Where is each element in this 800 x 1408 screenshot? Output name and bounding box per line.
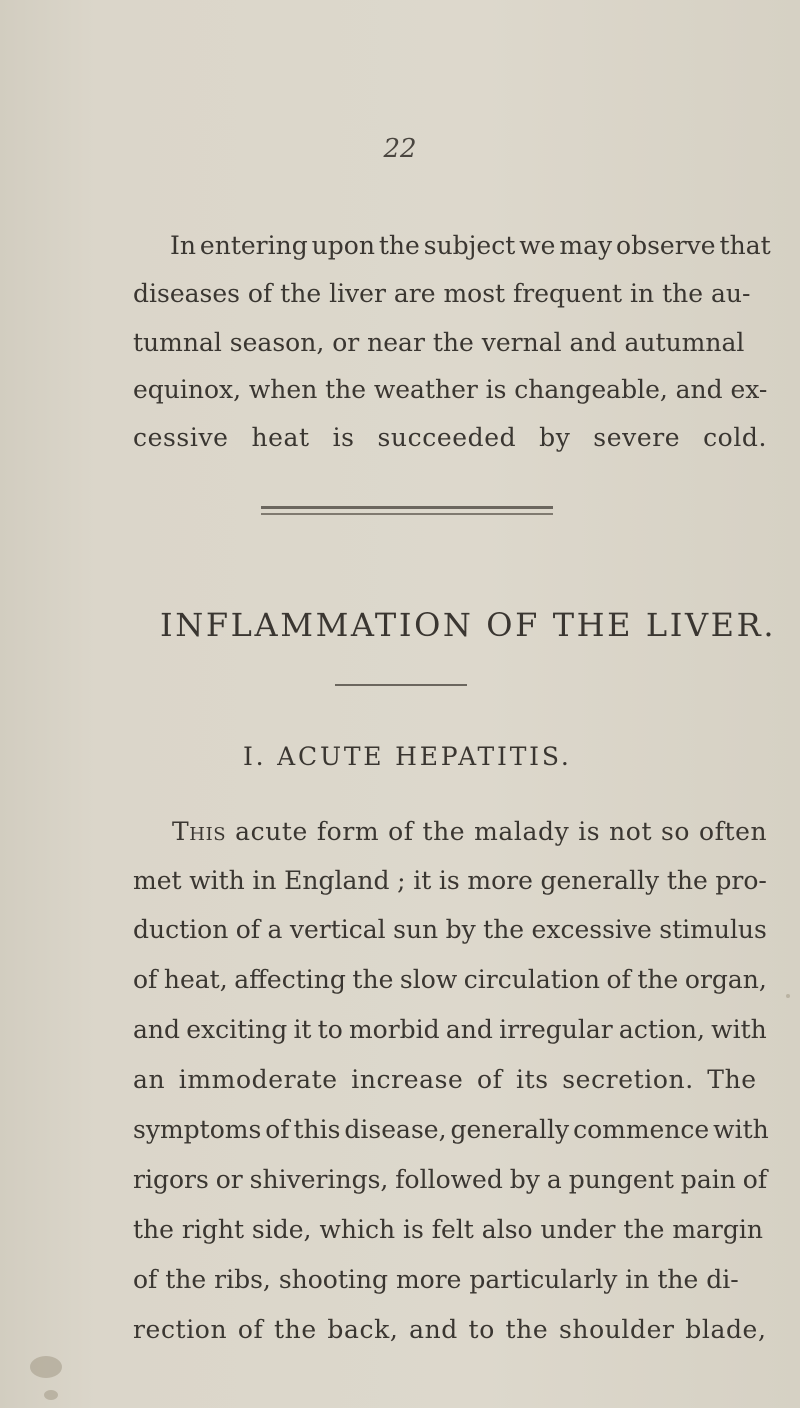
section-divider-rule-thin <box>261 513 553 515</box>
paper-stain <box>44 1390 58 1400</box>
intro-line: diseases of the liver are most frequent in the au- <box>133 279 751 308</box>
body-line: an immoderate increase of its secretion. The <box>133 1065 757 1094</box>
body-line: the right side, which is felt also under the margin <box>133 1215 763 1244</box>
heading-divider-rule <box>335 684 467 686</box>
body-line: rigors or shiverings, followed by a pungent pain of <box>133 1165 768 1194</box>
body-line: of the ribs, shooting more particularly in the di- <box>133 1265 739 1294</box>
subsection-heading: I. ACUTE HEPATITIS. <box>243 742 572 771</box>
body-line: symptoms of this disease, generally commence with <box>133 1115 769 1144</box>
intro-line: equinox, when the weather is changeable, and ex- <box>133 375 768 404</box>
first-line-rest: acute form of the malady is not so often <box>226 817 768 846</box>
body-line: and exciting it to morbid and irregular action, with <box>133 1015 767 1044</box>
paper-speck <box>786 994 790 998</box>
body-line: of heat, affecting the slow circulation of the organ, <box>133 965 767 994</box>
page-number: 22 <box>383 134 417 164</box>
intro-line: tumnal season, or near the vernal and autumnal <box>133 328 745 357</box>
section-divider-rule <box>261 506 553 509</box>
body-line-first <box>172 812 767 852</box>
intro-line: cessive heat is succeeded by severe cold. <box>133 423 768 452</box>
drop-lead-word: This <box>172 817 227 846</box>
intro-line: In entering upon the subject we may observe that <box>170 231 771 260</box>
body-line: met with in England ; it is more generally the pro- <box>133 866 767 895</box>
body-line: duction of a vertical sun by the excessive stimulus <box>133 915 767 944</box>
body-line: rection of the back, and to the shoulder blade, <box>133 1315 767 1344</box>
paper-stain <box>30 1356 62 1378</box>
section-heading: INFLAMMATION OF THE LIVER. <box>160 606 777 644</box>
